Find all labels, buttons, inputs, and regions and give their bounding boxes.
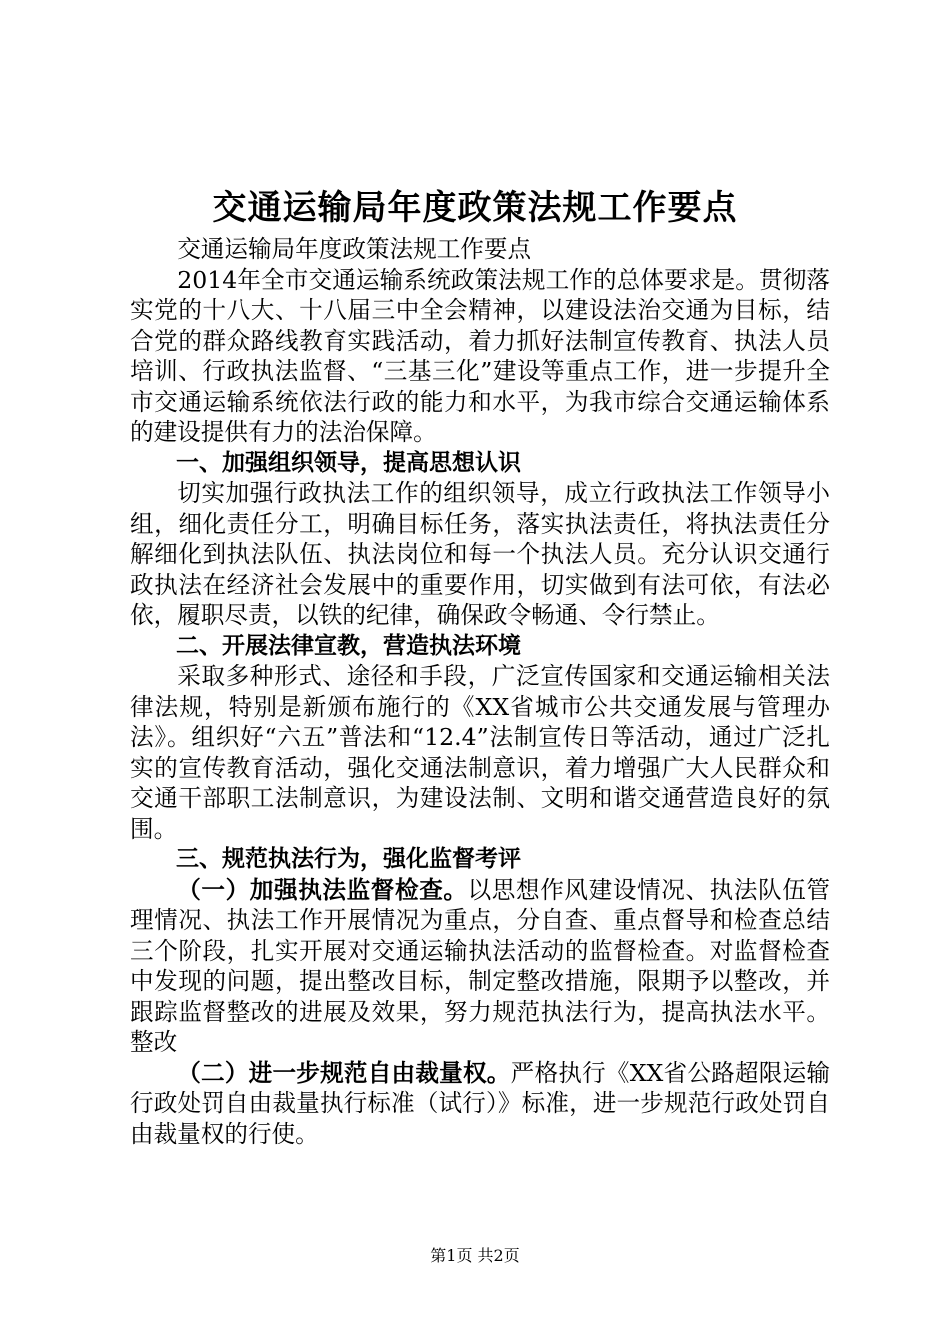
paragraph-text: 严格执行《XX省公路超限运输行政处罚自由裁量执行标准（试行）》标准，进一步规范行政处罚自由裁量权的行使。 [130,1058,831,1148]
heading-text: 一、加强组织领导，提高思想认识 [176,449,521,476]
paragraph-subsection-2 [130,1058,830,1150]
page-footer: 第1页 共2页 [430,1246,520,1265]
document-body [130,234,830,1149]
paragraph-text: 采取多种形式、途径和手段，广泛宣传国家和交通运输相关法律法规，特别是新颁布施行的《XX省城市公共交通发展与管理办法》。组织好“六五”普法和“12.4”法制宣传日等活动，通过广泛扎实的宣传教育活动，强化交通法制意识，着力增强广大人民群众和交通干部职工法制意识，为建设法制、文明和谐交通营造良好的氛围。 [130,662,830,843]
paragraph-section-1 [130,478,830,631]
heading-text: 二、开展法律宣教，营造执法环境 [176,632,521,659]
section-heading-3 [130,844,830,875]
paragraph-text: 以思想作风建设情况、执法队伍管理情况、执法工作开展情况为重点，分自查、重点督导和检查总结三个阶段，扎实开展对交通运输执法活动的监督检查。对监督检查中发现的问题，提出整改目标，制定整改措施，限期予以整改，并跟踪监督整改的进展及效果，努力规范执法行为，提高执法水平。整改 [130,875,831,1056]
paragraph-subtitle [130,234,830,265]
paragraph-text: 2014年全市交通运输系统政策法规工作的总体要求是。贯彻落实党的十八大、十八届三中全会精神，以建设法治交通为目标，结合党的群众路线教育实践活动，着力抓好法制宣传教育、执法人员培训、行政执法监督、“三基三化”建设等重点工作，进一步提升全市交通运输系统依法行政的能力和水平，为我市综合交通运输体系的建设提供有力的法治保障。 [130,265,830,446]
paragraph-overview [130,265,830,448]
paragraph-section-2 [130,661,830,844]
document-title: 交通运输局年度政策法规工作要点 [212,188,738,228]
paragraph-text: 交通运输局年度政策法规工作要点 [177,235,532,263]
subsection-lead: （二）进一步规范自由裁量权。 [177,1058,511,1087]
paragraph-text: 切实加强行政执法工作的组织领导，成立行政执法工作领导小组，细化责任分工，明确目标任务，落实执法责任，将执法责任分解细化到执法队伍、执法岗位和每一个执法人员。充分认识交通行政执法在经济社会发展中的重要作用，切实做到有法可依，有法必依，履职尽责，以铁的纪律，确保政令畅通、令行禁止。 [130,479,830,629]
paragraph-subsection-1 [130,875,830,1058]
section-heading-1 [130,448,830,479]
subsection-lead: （一）加强执法监督检查。 [177,875,468,904]
heading-text: 三、规范执法行为，强化监督考评 [176,846,521,872]
section-heading-2 [130,631,830,662]
